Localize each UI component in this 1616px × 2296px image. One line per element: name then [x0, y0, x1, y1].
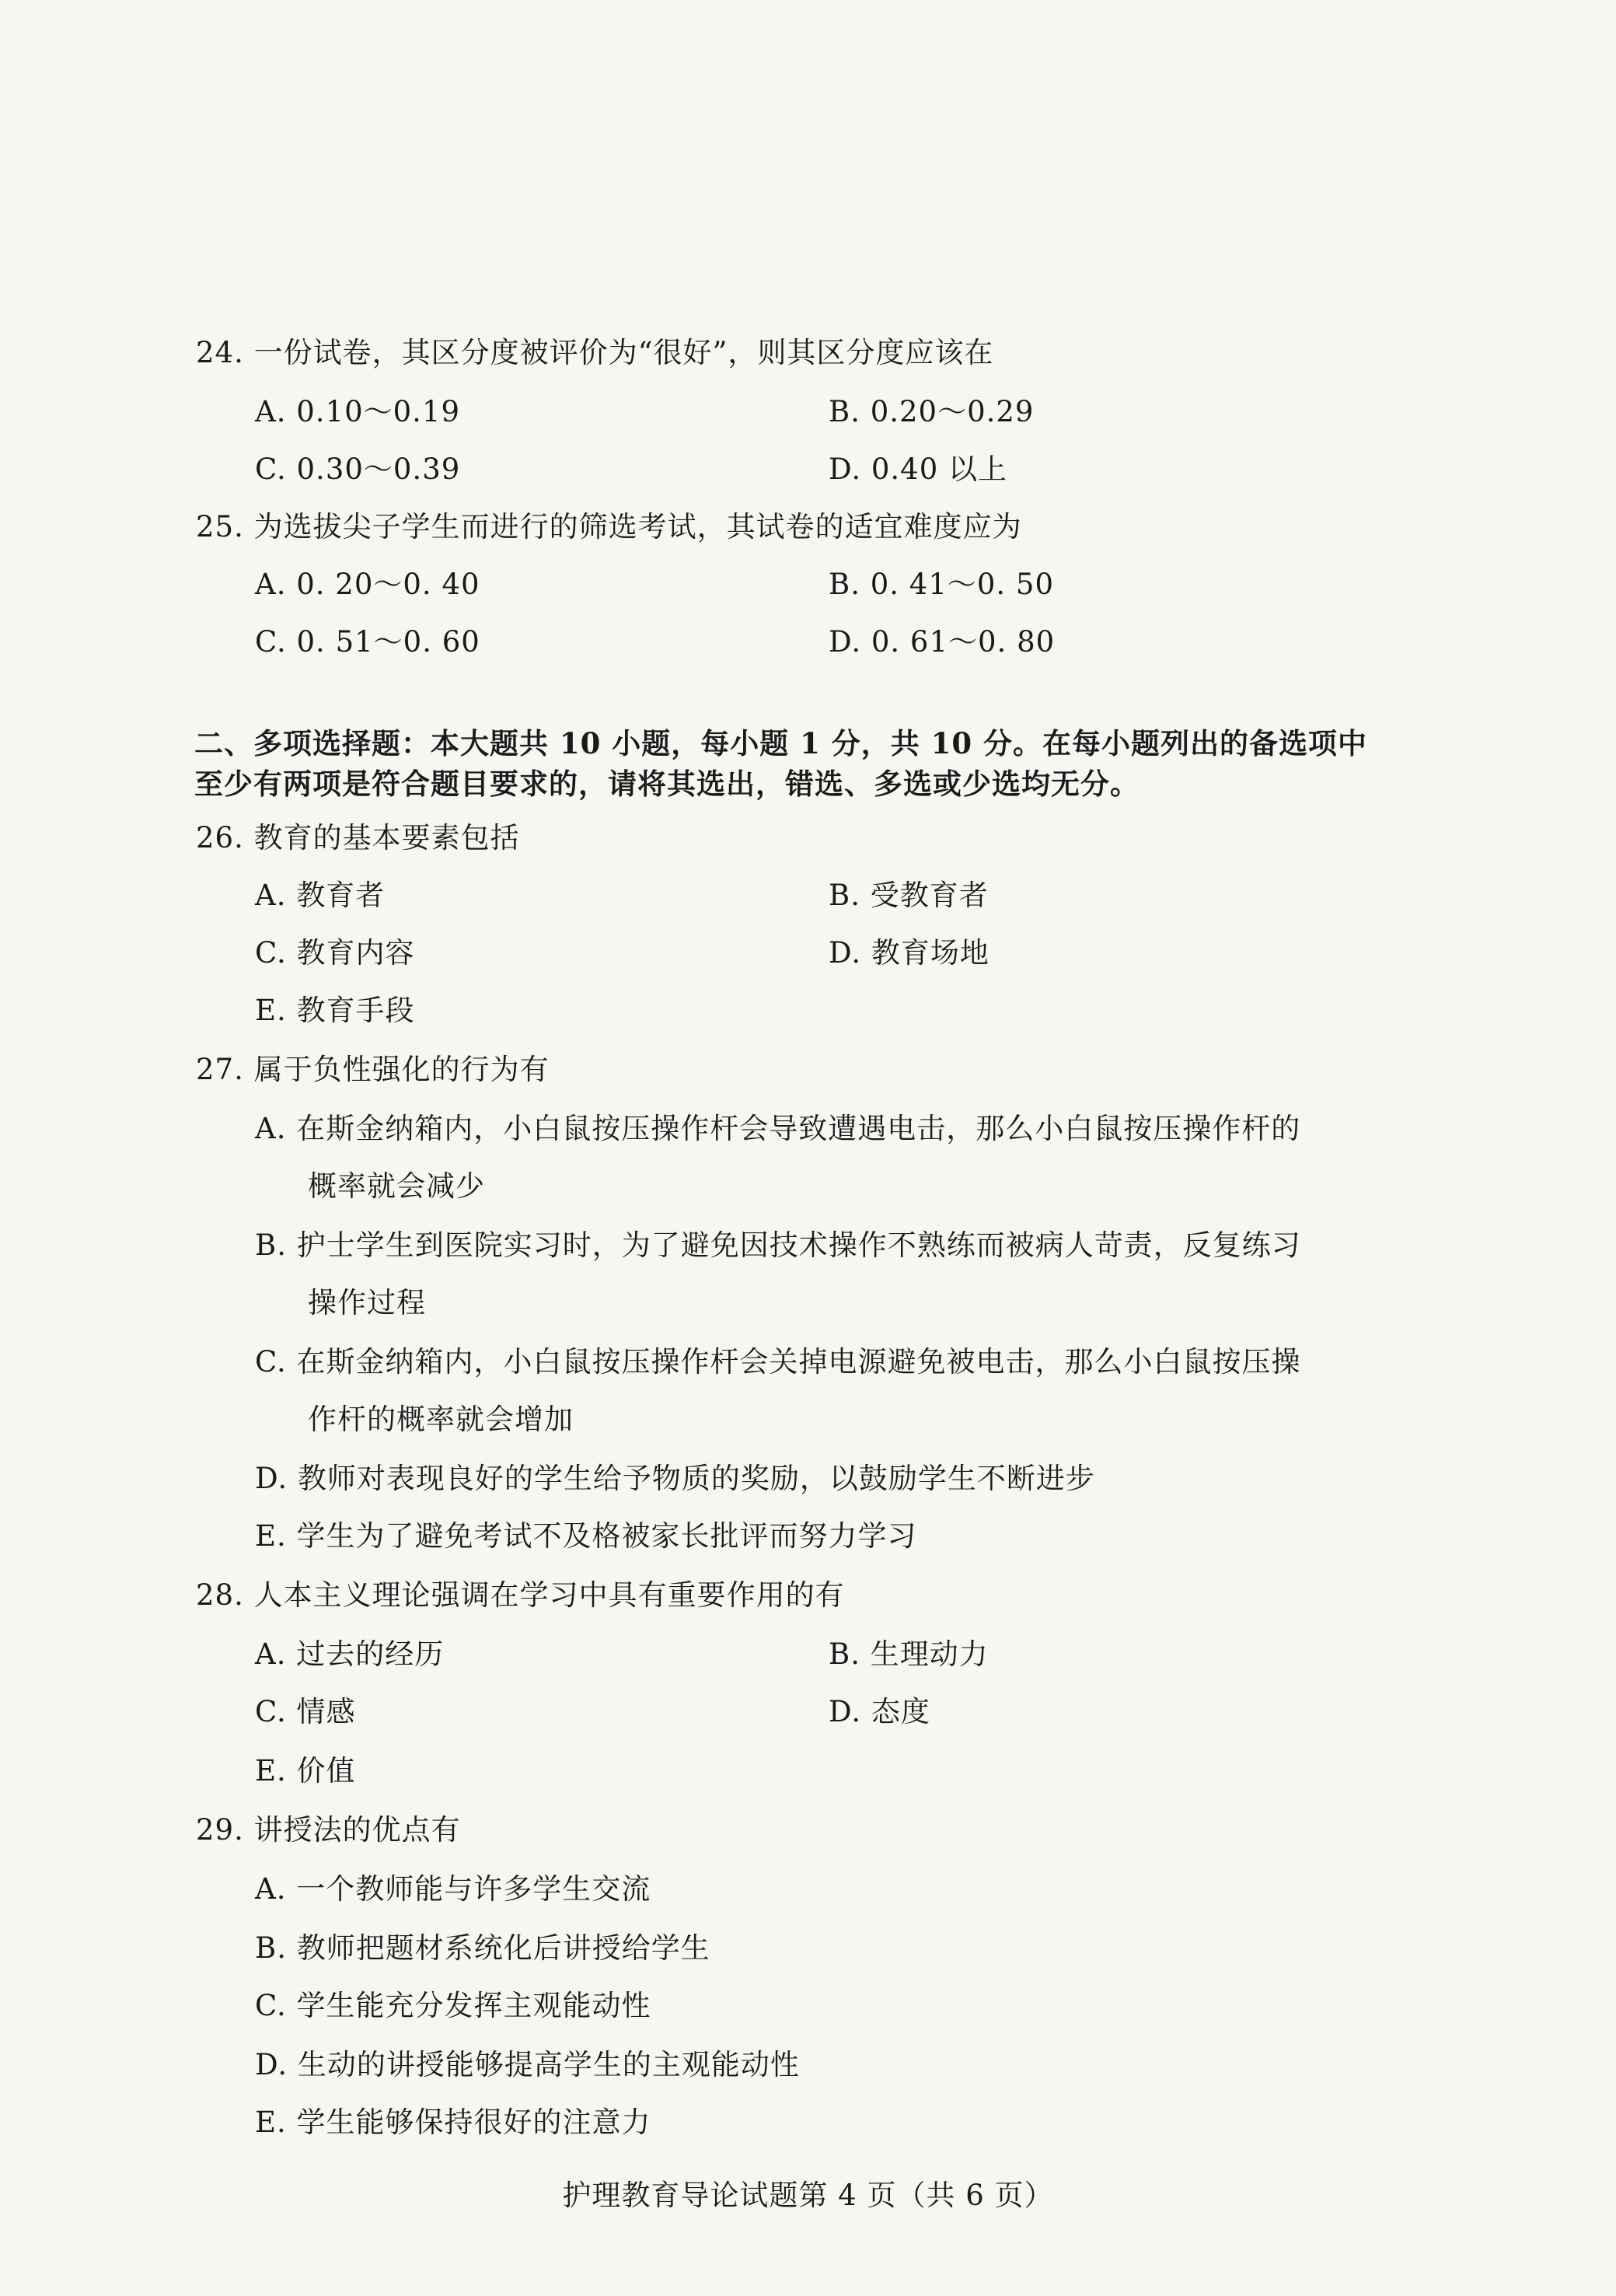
q26-stem: 26. 教育的基本要素包括: [196, 821, 520, 854]
q28-option-b: B. 生理动力: [829, 1637, 989, 1671]
q28-option-a: A. 过去的经历: [255, 1637, 445, 1671]
q27-option-e: E. 学生为了避免考试不及格被家长批评而努力学习: [255, 1519, 917, 1553]
q27-stem: 27. 属于负性强化的行为有: [196, 1053, 550, 1086]
q25-option-b: B. 0. 41～0. 50: [829, 568, 1055, 601]
q26-option-a: A. 教育者: [255, 879, 386, 912]
q25-option-a: A. 0. 20～0. 40: [255, 568, 480, 601]
q24-stem: 24. 一份试卷，其区分度被评价为“很好”，则其区分度应该在: [196, 336, 994, 369]
section2-heading-cont: 至少有两项是符合题目要求的，请将其选出，错选、多选或少选均无分。: [194, 767, 1140, 801]
q29-option-d: D. 生动的讲授能够提高学生的主观能动性: [255, 2048, 800, 2081]
q24-option-c: C. 0.30～0.39: [255, 453, 461, 486]
q29-stem: 29. 讲授法的优点有: [196, 1813, 461, 1847]
q27-option-d: D. 教师对表现良好的学生给予物质的奖励，以鼓励学生不断进步: [255, 1462, 1095, 1495]
q27-option-b: B. 护士学生到医院实习时，为了避免因技术操作不熟练而被病人苛责，反复练习: [255, 1228, 1301, 1262]
q25-stem: 25. 为选拔尖子学生而进行的筛选考试，其试卷的适宜难度应为: [196, 510, 1022, 543]
q26-option-e: E. 教育手段: [255, 994, 415, 1027]
q29-option-c: C. 学生能充分发挥主观能动性: [255, 1989, 651, 2022]
q25-option-d: D. 0. 61～0. 80: [829, 625, 1056, 659]
q26-option-d: D. 教育场地: [829, 936, 989, 970]
q27-option-b-cont: 操作过程: [308, 1286, 426, 1319]
q27-option-c-cont: 作杆的概率就会增加: [308, 1403, 574, 1436]
q24-option-b: B. 0.20～0.29: [829, 395, 1035, 428]
q27-option-a: A. 在斯金纳箱内，小白鼠按压操作杆会导致遭遇电击，那么小白鼠按压操作杆的: [255, 1112, 1301, 1145]
q28-option-d: D. 态度: [829, 1695, 930, 1728]
section2-heading: 二、多项选择题：本大题共 10 小题，每小题 1 分，共 10 分。在每小题列出的备选项中: [194, 726, 1368, 760]
q25-option-c: C. 0. 51～0. 60: [255, 625, 480, 659]
q27-option-c: C. 在斯金纳箱内，小白鼠按压操作杆会关掉电源避免被电击，那么小白鼠按压操: [255, 1345, 1301, 1379]
q28-option-c: C. 情感: [255, 1695, 356, 1728]
page-footer: 护理教育导论试题第 4 页（共 6 页）: [562, 2179, 1054, 2212]
q28-stem: 28. 人本主义理论强调在学习中具有重要作用的有: [196, 1578, 845, 1612]
q26-option-b: B. 受教育者: [829, 879, 989, 912]
q26-option-c: C. 教育内容: [255, 936, 415, 970]
q29-option-e: E. 学生能够保持很好的注意力: [255, 2106, 651, 2139]
q24-option-a: A. 0.10～0.19: [255, 395, 461, 428]
q24-option-d: D. 0.40 以上: [829, 453, 1008, 486]
q28-option-e: E. 价值: [255, 1754, 356, 1788]
q29-option-b: B. 教师把题材系统化后讲授给学生: [255, 1931, 710, 1965]
q27-option-a-cont: 概率就会减少: [308, 1169, 485, 1203]
q29-option-a: A. 一个教师能与许多学生交流: [255, 1872, 651, 1906]
